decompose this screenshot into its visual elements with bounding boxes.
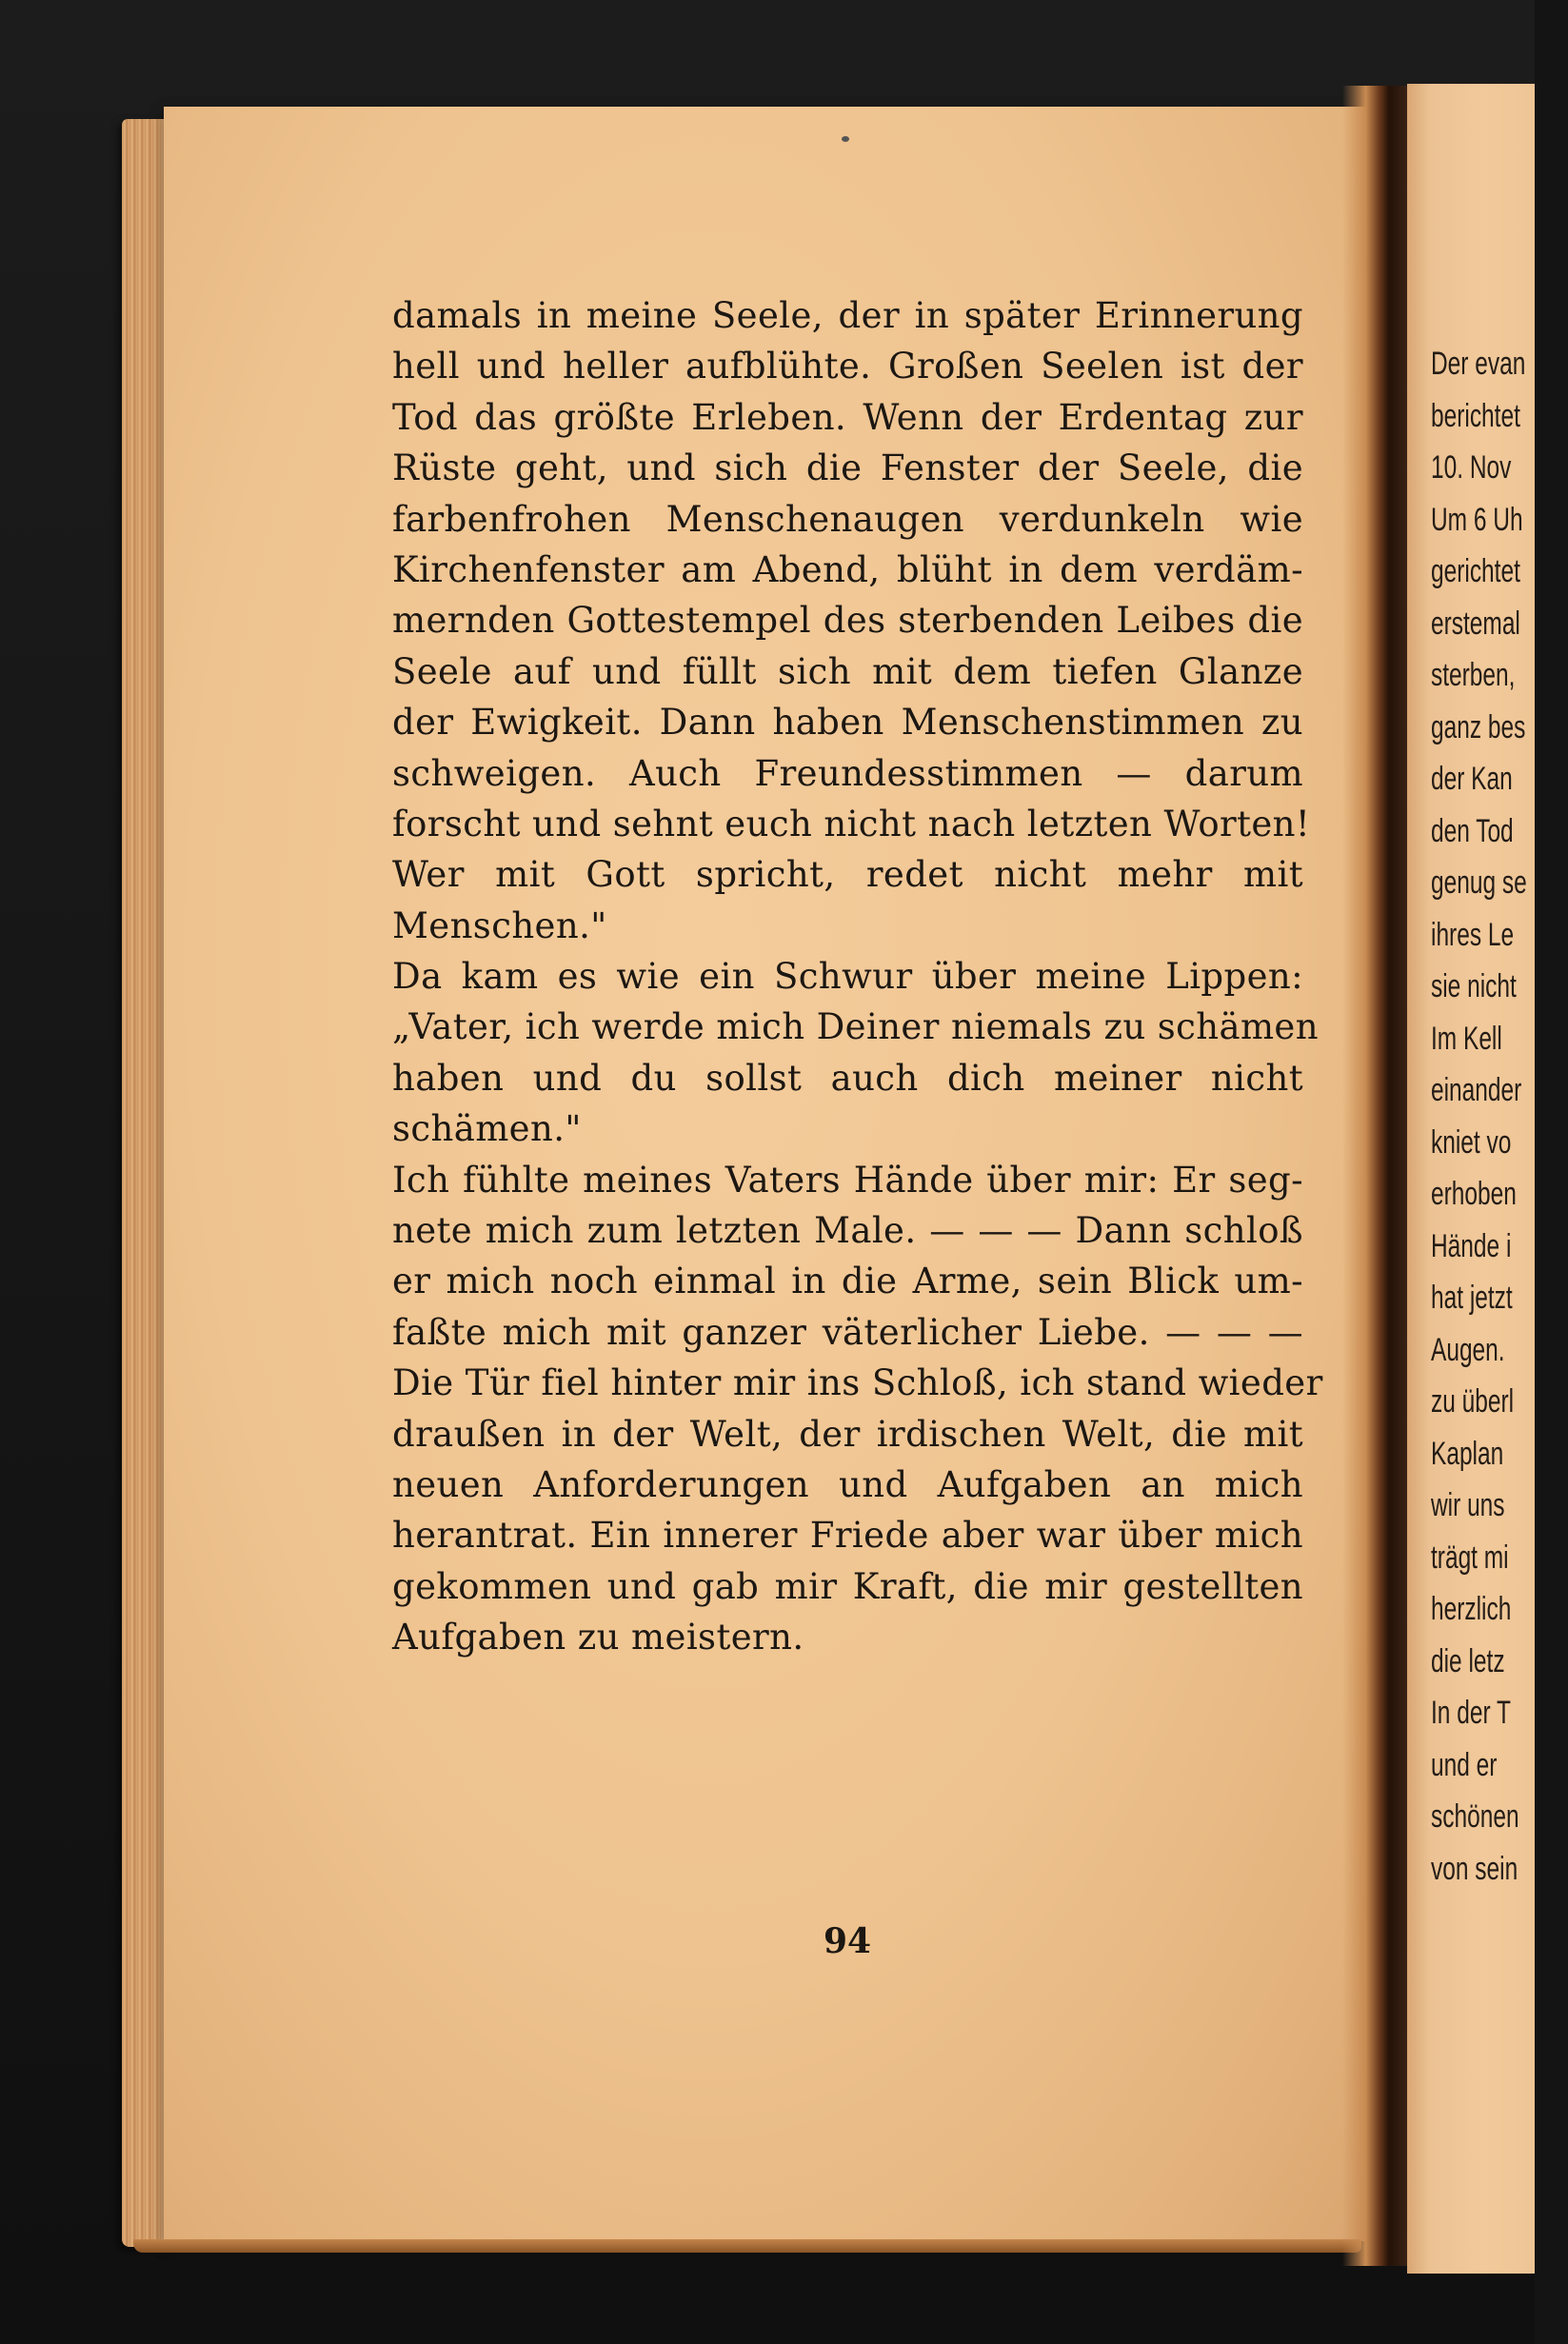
text-line: hell und heller aufblühte. Großen Seelen ist der [392,346,1303,387]
text-line: farbenfrohen Menschenaugen verdunkeln wie [392,498,1303,540]
text-line: schweigen. Auch Freundesstimmen — darum [392,752,1303,794]
right-text-line: den Tod [1431,812,1514,849]
left-page-body-text [392,290,1323,1663]
right-text-line: erhoben [1431,1176,1517,1212]
text-line: faßte mich mit ganzer väterlicher Liebe. — — — [392,1311,1303,1353]
right-text-line: herzlich [1431,1591,1512,1627]
right-page-text-fragment [1431,338,1527,1895]
text-line: Kirchenfenster am Abend, blüht in dem verdäm- [392,548,1303,590]
text-line: haben und du sollst auch dich meiner nicht [392,1057,1303,1099]
text-line: schämen." [392,1108,582,1150]
right-text-line: die letz [1431,1642,1505,1679]
right-text-line: zu überl [1431,1383,1515,1420]
text-line: der Ewigkeit. Dann haben Menschenstimmen zu [392,702,1303,744]
right-text-line: berichtet [1431,397,1520,434]
right-text-line: hat jetzt [1431,1280,1513,1316]
right-text-line: kniet vo [1431,1123,1512,1161]
text-line: forscht und sehnt euch nicht nach letzten Worten! [392,803,1311,844]
text-line: Seele auf und füllt sich mit dem tiefen Glanze [392,650,1303,692]
right-text-line: ihres Le [1431,916,1515,953]
text-line: nete mich zum letzten Male. — — — Dann schloß [392,1210,1303,1252]
right-text-line: schönen [1431,1798,1519,1835]
right-text-line: erstemal [1431,605,1520,642]
right-text-line: Der evan [1431,346,1526,382]
text-line: gekommen und gab mir Kraft, die mir gestellten [392,1565,1303,1607]
text-line: Tod das größte Erleben. Wenn der Erdentag zur [392,396,1303,438]
text-line: er mich noch einmal in die Arme, sein Blick um- [392,1261,1303,1302]
text-line: Die Tür fiel hinter mir ins Schloß, ich stand wieder [392,1362,1323,1404]
text-line: Rüste geht, und sich die Fenster der Seele, die [392,447,1303,489]
right-text-line: wir uns [1431,1487,1505,1523]
text-line: „Vater, ich werde mich Deiner niemals zu schämen [392,1006,1319,1048]
text-line: neuen Anforderungen und Aufgaben an mich [392,1463,1303,1505]
right-text-line: trägt mi [1431,1539,1509,1576]
text-line: herantrat. Ein innerer Friede aber war über mich [392,1515,1303,1557]
page-bottom-edge [133,2239,1361,2253]
right-text-line: sterben, [1431,657,1516,693]
right-text-line: der Kan [1431,761,1513,797]
text-line: mernden Gottestempel des sterbenden Leibes die [392,600,1303,642]
page-number: 94 [823,1921,872,1961]
right-text-line: einander [1431,1072,1522,1108]
right-text-line: Augen. [1431,1331,1505,1368]
right-text-line: ganz bes [1431,708,1526,745]
right-text-line: Kaplan [1431,1435,1504,1472]
book-gutter [1342,86,1409,2266]
right-text-line: Im Kell [1431,1020,1502,1057]
right-text-line: von sein [1431,1850,1518,1887]
right-text-line: sie nicht [1431,968,1517,1004]
text-line: Da kam es wie ein Schwur über meine Lippen: [392,956,1303,998]
text-line: Wer mit Gott spricht, redet nicht mehr mit [392,854,1303,896]
right-text-line: Hände i [1431,1227,1512,1264]
right-text-line: und er [1431,1746,1498,1783]
right-text-line: In der T [1431,1695,1511,1731]
text-line: Aufgaben zu meistern. [392,1617,804,1659]
text-line: damals in meine Seele, der in später Erinnerung [392,295,1303,336]
right-text-line: Um 6 Uh [1431,501,1523,538]
text-line: draußen in der Welt, der irdischen Welt, die mit [392,1413,1303,1455]
text-line: Ich fühlte meines Vaters Hände über mir: Er seg- [392,1159,1303,1201]
right-text-line: gerichtet [1431,553,1520,589]
text-line: Menschen." [392,904,607,946]
right-text-line: 10. Nov [1431,449,1512,486]
ink-speck [842,136,849,142]
right-text-line: genug se [1431,864,1527,901]
